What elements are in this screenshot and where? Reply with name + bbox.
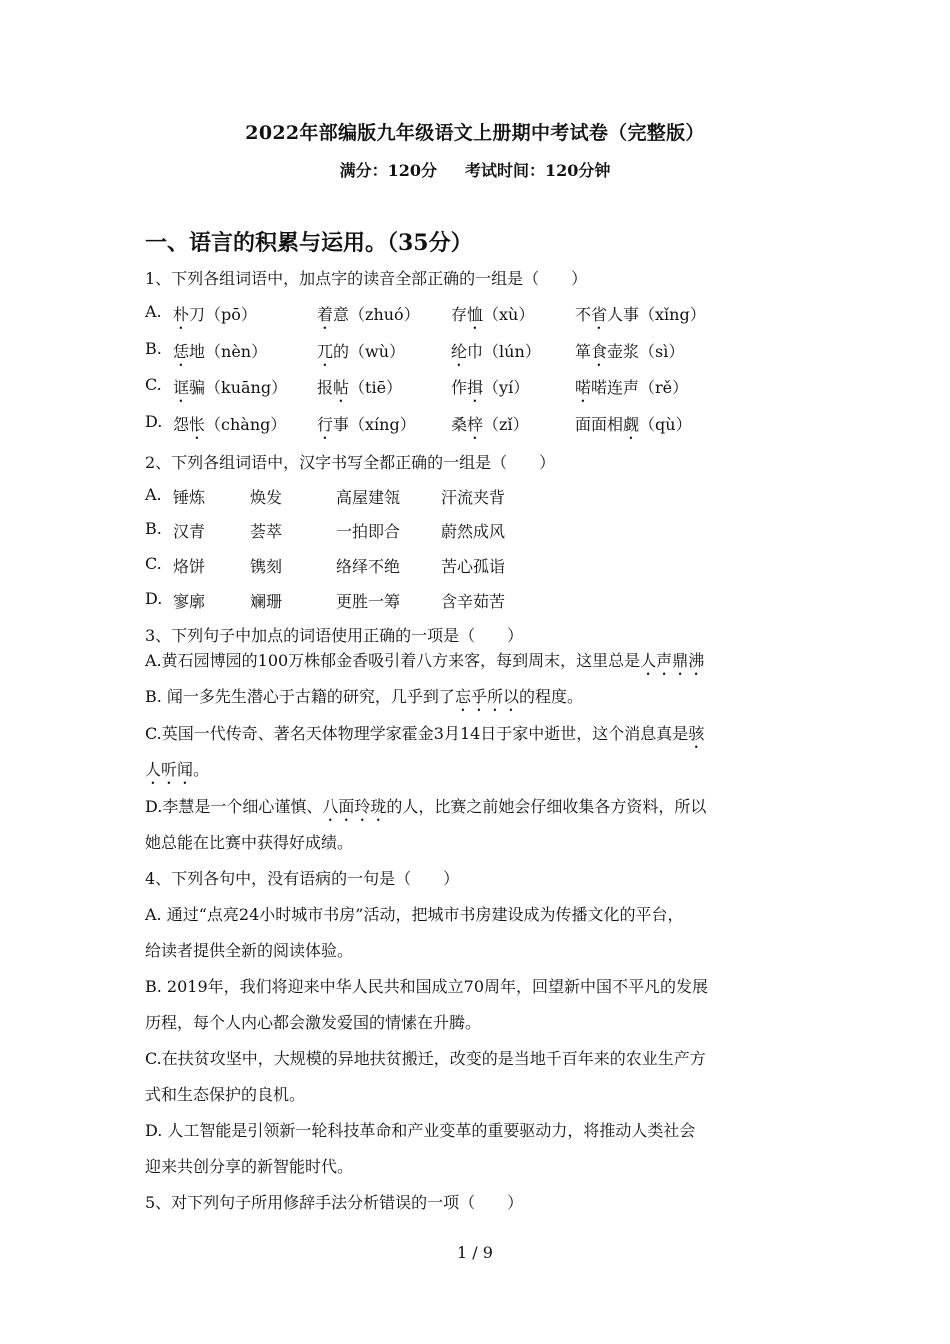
q3-option-a: A.黄石园博园的100万株郁金香吸引着八方来客，每到周末，这里总是人声鼎沸 (145, 651, 705, 670)
q1-option-a (145, 302, 706, 324)
q4-option-b-line-1: B. 2019年，我们将迎来中华人民共和国成立70周年，回望新中国不平凡的发展 (145, 977, 709, 996)
q2c-word-3: 络绎不绝 (336, 557, 401, 576)
exam-time: 考试时间：120分钟 (465, 161, 611, 180)
page-number: 1 / 9 (457, 1243, 493, 1262)
q2-option-c (145, 554, 506, 576)
full-score: 满分：120分 (339, 161, 437, 180)
q1a-item-1: 朴刀（pō） (173, 305, 257, 324)
q3-option-d-line-2: 她总能在比赛中获得好成绩。 (145, 833, 354, 852)
q2b-word-3: 一拍即合 (336, 522, 401, 541)
section-heading: 一、语言的积累与运用。（35分） (145, 230, 473, 256)
q4-option-b-line-2: 历程，每个人内心都会激发爱国的情愫在升腾。 (145, 1013, 482, 1032)
q1c-item-1: 诓骗（kuāng） (173, 378, 288, 397)
q1d-item-2: 行事（xíng） (317, 415, 416, 434)
q2b-word-4: 蔚然成风 (441, 522, 506, 541)
question-5-stem: 5、对下列句子所用修辞手法分析错误的一项（ ） (145, 1193, 524, 1212)
q1b-item-3: 纶巾（lún） (451, 342, 541, 361)
q2d-word-3: 更胜一筹 (336, 592, 401, 611)
option-label: B. (145, 519, 162, 538)
q4-option-d-line-2: 迎来共创分享的新智能时代。 (145, 1157, 354, 1176)
q2b-word-2: 荟萃 (250, 522, 283, 541)
q2c-word-4: 苦心孤诣 (441, 557, 506, 576)
q2d-word-1: 寥廓 (173, 592, 206, 611)
q2d-word-4: 含辛茹苦 (441, 592, 506, 611)
q1b-item-4: 箪食壶浆（sì） (575, 342, 685, 361)
q2a-word-3: 高屋建瓴 (336, 488, 401, 507)
q4-option-d-line-1: D. 人工智能是引领新一轮科技革命和产业变革的重要驱动力，将推动人类社会 (145, 1121, 696, 1140)
q2d-word-2: 斓珊 (250, 592, 283, 611)
option-label: C. (145, 375, 162, 394)
q4-option-a-line-1: A. 通过“点亮24小时城市书房”活动，把城市书房建设成为传播文化的平台， (145, 905, 684, 924)
option-label: A. (145, 302, 162, 321)
question-2-stem: 2、下列各组词语中，汉字书写全都正确的一组是（ ） (145, 453, 556, 472)
q3-option-d-line-1: D.李慧是一个细心谨慎、八面玲珑的人，比赛之前她会仔细收集各方资料，所以 (145, 797, 707, 816)
q1c-item-3: 作揖（yí） (451, 378, 530, 397)
question-1-stem: 1、下列各组词语中，加点字的读音全部正确的一组是（ ） (145, 269, 588, 288)
q2a-word-4: 汗流夹背 (441, 488, 506, 507)
q2a-word-2: 焕发 (250, 488, 283, 507)
page-title: 2022年部编版九年级语文上册期中考试卷（完整版） (245, 122, 705, 144)
q1b-item-1: 恁地（nèn） (173, 342, 268, 361)
q1d-item-1: 怨怅（chàng） (173, 415, 287, 434)
q1-option-b (145, 339, 685, 361)
q2b-word-1: 汉青 (173, 522, 206, 541)
question-4-stem: 4、下列各句中，没有语病的一句是（ ） (145, 869, 460, 888)
q1c-item-2: 报帖（tiē） (317, 378, 403, 397)
q1a-item-2: 着意（zhuó） (317, 305, 420, 324)
q2-option-d (145, 589, 506, 611)
q3-option-c-line-1: C.英国一代传奇、著名天体物理学家霍金3月14日于家中逝世，这个消息真是骇 (145, 724, 705, 743)
q1a-item-4: 不省人事（xǐng） (575, 305, 706, 324)
q2a-word-1: 锤炼 (173, 488, 206, 507)
q1-option-d (145, 412, 692, 434)
option-label: D. (145, 589, 163, 608)
q3-option-c-line-2: 人听闻。 (145, 760, 210, 779)
option-label: B. (145, 339, 162, 358)
q4-option-c-line-1: C.在扶贫攻坚中，大规模的异地扶贫搬迁，改变的是当地千百年来的农业生产方 (145, 1049, 706, 1068)
q1d-item-4: 面面相觑（qù） (575, 415, 692, 434)
question-3-stem: 3、下列句子中加点的词语使用正确的一项是（ ） (145, 626, 524, 645)
q1-option-c (145, 375, 689, 397)
q1d-item-3: 桑梓（zǐ） (451, 415, 529, 434)
q1b-item-2: 兀的（wù） (317, 342, 406, 361)
q2-option-b (145, 519, 506, 541)
q1a-item-3: 存恤（xù） (451, 305, 535, 324)
option-label: D. (145, 412, 163, 431)
option-label: A. (145, 485, 162, 504)
q1c-item-4: 喏喏连声（rě） (575, 378, 689, 397)
option-label: C. (145, 554, 162, 573)
q4-option-c-line-2: 式和生态保护的良机。 (145, 1085, 306, 1104)
exam-info (0, 158, 950, 181)
q2c-word-2: 镌刻 (250, 557, 283, 576)
q4-option-a-line-2: 给读者提供全新的阅读体验。 (145, 941, 354, 960)
q3-option-b: B. 闻一多先生潜心于古籍的研究，几乎到了忘乎所以的程度。 (145, 687, 583, 706)
q2c-word-1: 烙饼 (173, 557, 206, 576)
q2-option-a (145, 485, 506, 507)
